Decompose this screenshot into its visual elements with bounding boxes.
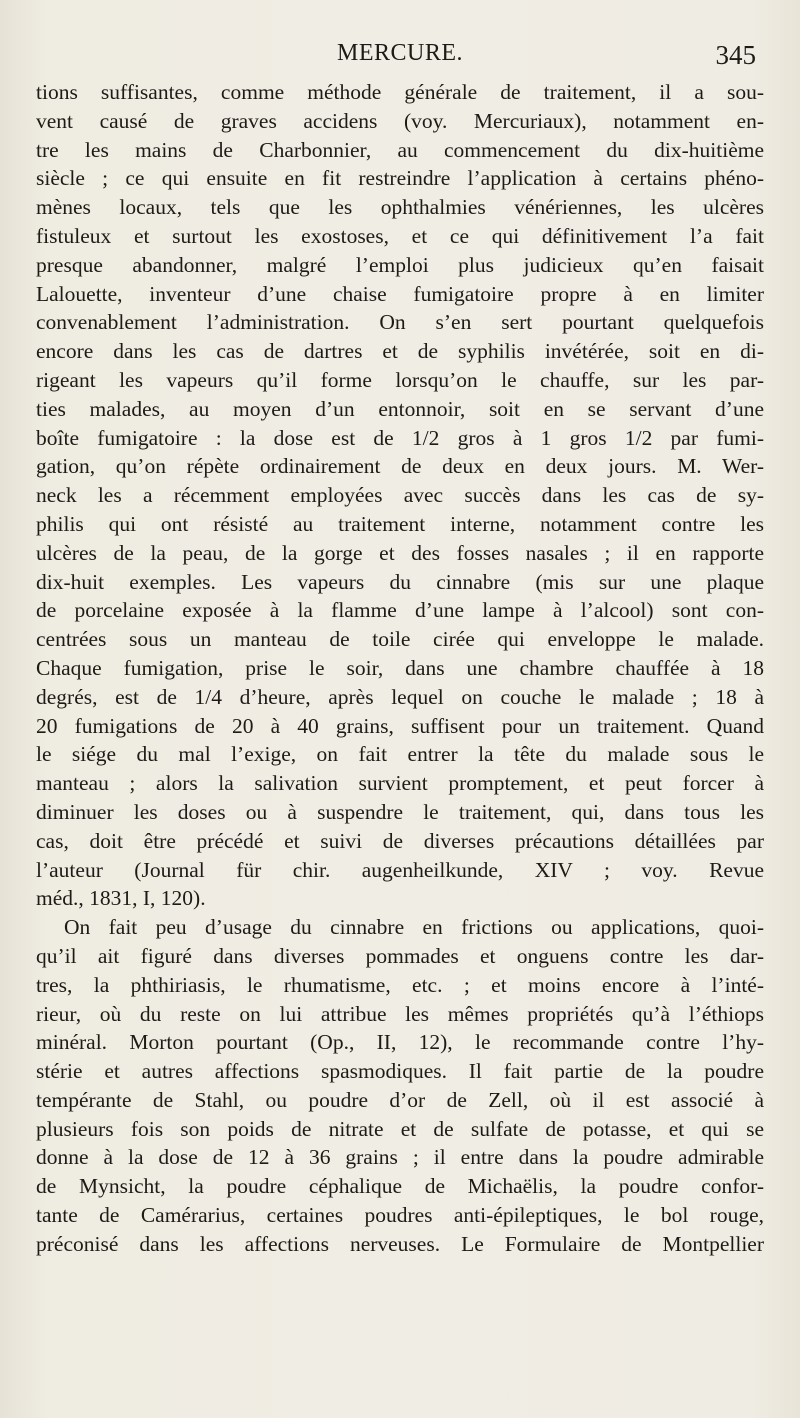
text-line: tempérante de Stahl, ou poudre d’or de Zell, où il est associé à xyxy=(36,1087,764,1112)
text-line: le siége du mal l’exige, on fait entrer la tête du malade sous le xyxy=(36,742,764,767)
text-line: philis qui ont résisté au traitement interne, notamment contre les xyxy=(36,511,764,536)
text-line: de Mynsicht, la poudre céphalique de Michaëlis, la poudre confor- xyxy=(36,1174,764,1199)
text-line: centrées sous un manteau de toile cirée qui enveloppe le malade. xyxy=(36,627,764,652)
text-line: dix-huit exemples. Les vapeurs du cinnabre (mis sur une plaque xyxy=(36,569,764,594)
text-line: vent causé de graves accidens (voy. Mercuriaux), notamment en- xyxy=(36,108,764,133)
text-line: presque abandonner, malgré l’emploi plus judicieux qu’en faisait xyxy=(36,252,764,277)
text-line: tre les mains de Charbonnier, au commencement du dix-huitième xyxy=(36,137,764,162)
text-line: minéral. Morton pourtant (Op., II, 12), le recommande contre l’hy- xyxy=(36,1030,764,1055)
text-line: Lalouette, inventeur d’une chaise fumigatoire propre à en limiter xyxy=(36,281,764,306)
running-title: MERCURE. xyxy=(336,40,463,66)
text-line: neck les a récemment employées avec succès dans les cas de sy- xyxy=(36,483,764,508)
text-line: de porcelaine exposée à la flamme d’une lampe à l’alcool) sont con- xyxy=(36,598,764,623)
text-line: donne à la dose de 12 à 36 grains ; il entre dans la poudre admirable xyxy=(36,1145,764,1170)
text-line: 20 fumigations de 20 à 40 grains, suffisent pour un traitement. Quand xyxy=(36,713,764,738)
text-line: On fait peu d’usage du cinnabre en frictions ou applications, quoi- xyxy=(64,915,764,940)
text-line: stérie et autres affections spasmodiques. Il fait partie de la poudre xyxy=(36,1059,764,1084)
text-line: ties malades, au moyen d’un entonnoir, soit en se servant d’une xyxy=(36,396,764,421)
text-line: rigeant les vapeurs qu’il forme lorsqu’on le chauffe, sur les par- xyxy=(36,367,764,392)
text-line: tante de Camérarius, certaines poudres anti-épileptiques, le bol rouge, xyxy=(36,1203,764,1228)
text-line: manteau ; alors la salivation survient promptement, et peut forcer à xyxy=(36,771,764,796)
text-line: qu’il ait figuré dans diverses pommades et onguens contre les dar- xyxy=(36,943,764,968)
text-line: l’auteur (Journal für chir. augenheilkunde, XIV ; voy. Revue xyxy=(36,857,764,882)
text-line: convenablement l’administration. On s’en sert pourtant quelquefois xyxy=(36,310,764,335)
text-line: Chaque fumigation, prise le soir, dans une chambre chauffée à 18 xyxy=(36,655,764,680)
text-line: tres, la phthiriasis, le rhumatisme, etc. ; et moins encore à l’inté- xyxy=(36,972,764,997)
text-line: boîte fumigatoire : la dose est de 1/2 gros à 1 gros 1/2 par fumi- xyxy=(36,425,764,450)
text-line: méd., 1831, I, 120). xyxy=(36,886,206,911)
text-line: gation, qu’on répète ordinairement de deux en deux jours. M. Wer- xyxy=(36,454,764,479)
page-header xyxy=(36,40,764,80)
text-line: ulcères de la peau, de la gorge et des fosses nasales ; il en rapporte xyxy=(36,540,764,565)
body-text xyxy=(36,78,764,1259)
text-line: tions suffisantes, comme méthode générale de traitement, il a sou- xyxy=(36,80,764,104)
text-line: encore dans les cas de dartres et de syphilis invétérée, soit en di- xyxy=(36,339,764,364)
text-line: fistuleux et surtout les exostoses, et ce qui définitivement l’a fait xyxy=(36,223,764,248)
text-line: degrés, est de 1/4 d’heure, après lequel on couche le malade ; 18 à xyxy=(36,684,764,709)
text-line: siècle ; ce qui ensuite en fit restreindre l’application à certains phéno- xyxy=(36,166,764,191)
text-line: mènes locaux, tels que les ophthalmies vénériennes, les ulcères xyxy=(36,195,764,220)
text-line: plusieurs fois son poids de nitrate et de sulfate de potasse, et qui se xyxy=(36,1116,764,1141)
text-line: diminuer les doses ou à suspendre le traitement, qui, dans tous les xyxy=(36,799,764,824)
page-number: 345 xyxy=(715,40,756,70)
text-line: rieur, où du reste on lui attribue les mêmes propriétés qu’à l’éthiops xyxy=(36,1001,764,1026)
text-line: cas, doit être précédé et suivi de diverses précautions détaillées par xyxy=(36,828,764,853)
text-line: préconisé dans les affections nerveuses. Le Formulaire de Montpellier xyxy=(36,1231,764,1256)
